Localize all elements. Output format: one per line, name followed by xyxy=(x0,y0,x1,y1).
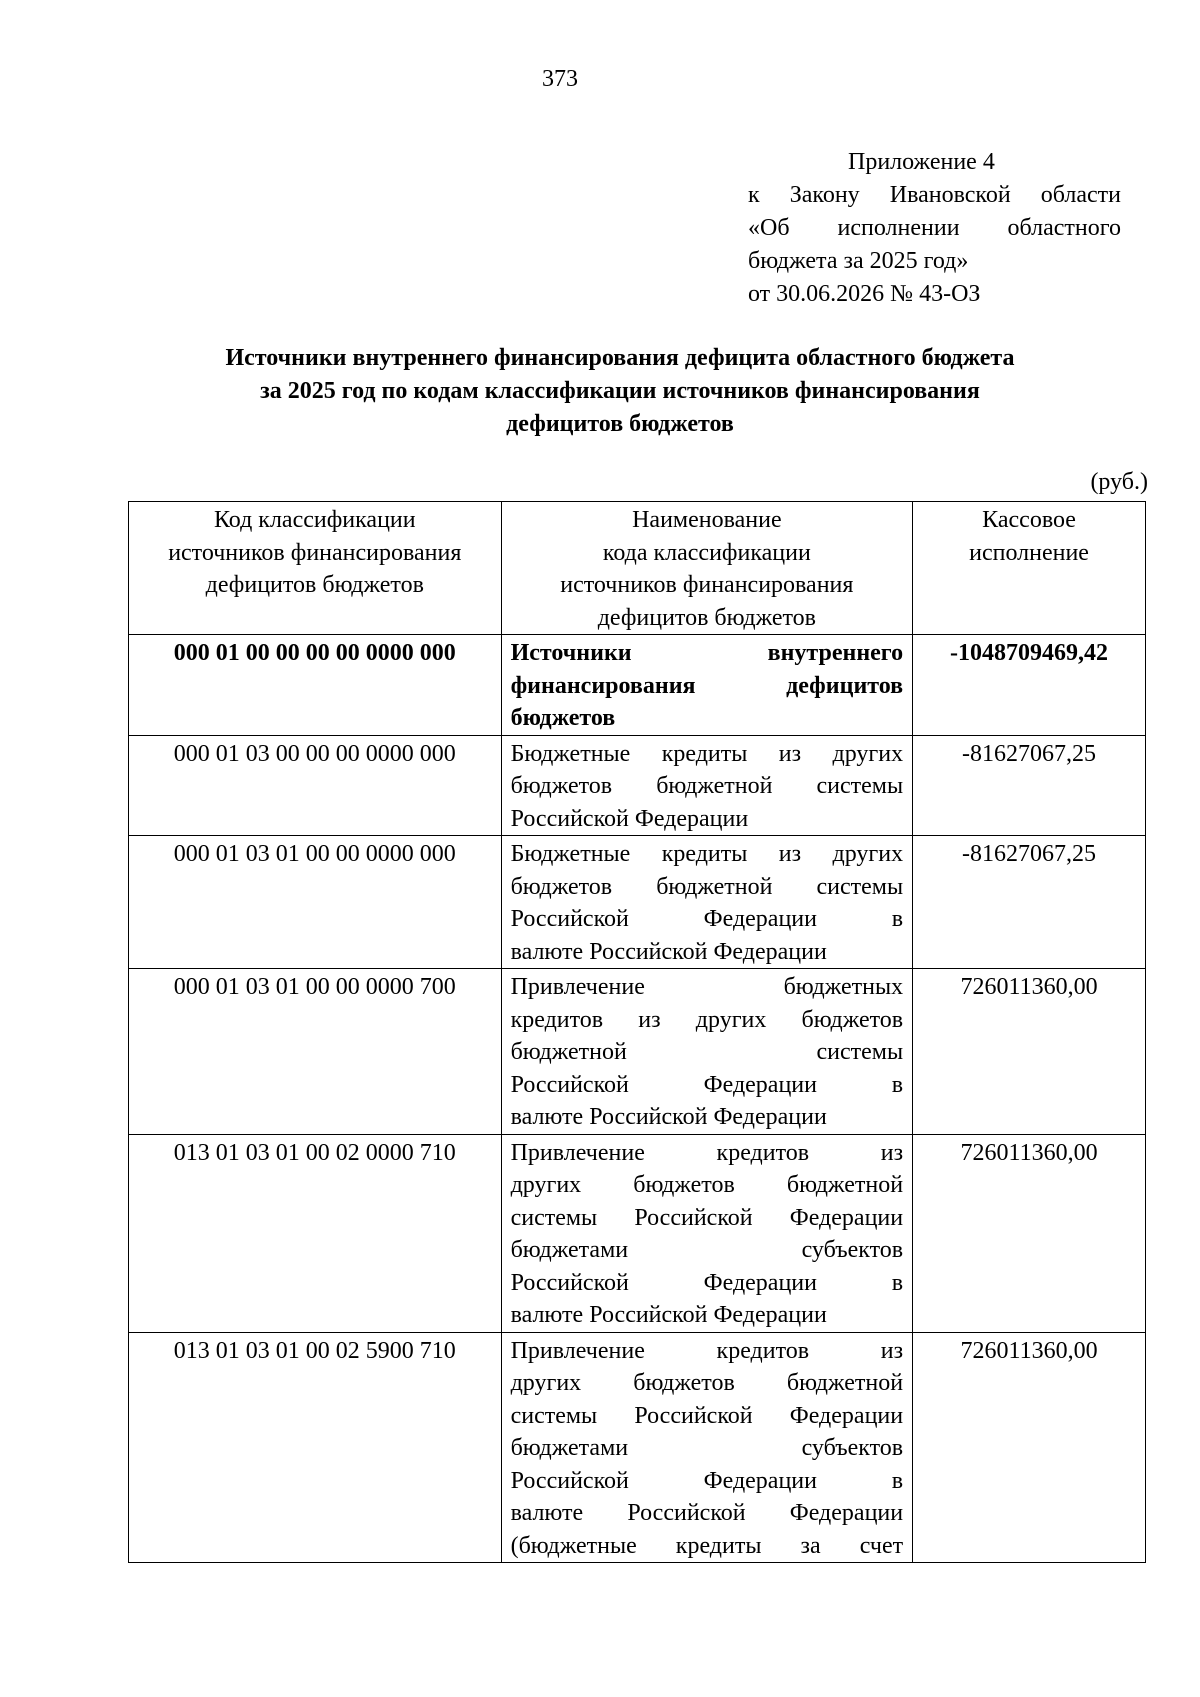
title-line: Источники внутреннего финансирования дефицита областного бюджета xyxy=(225,345,1015,371)
name-line: (бюджетные кредиты за счет xyxy=(510,1532,904,1559)
classification-code: 000 01 03 01 00 00 0000 000 xyxy=(129,836,502,969)
name-line: бюджетами субъектов xyxy=(510,1435,904,1461)
classification-name xyxy=(501,836,913,969)
classification-name xyxy=(501,635,913,736)
cash-execution-amount: 726011360,00 xyxy=(913,1134,1146,1332)
table-row xyxy=(129,969,1146,1135)
table-row xyxy=(129,1134,1146,1332)
table-header-row xyxy=(129,502,1146,635)
name-line: валюте Российской Федерации xyxy=(510,1104,827,1130)
name-line: Привлечение кредитов из xyxy=(510,1139,904,1166)
header-text: кода классификации xyxy=(602,539,811,566)
name-line: Российской Федерации в xyxy=(510,1071,904,1098)
name-line: Российской Федерации в xyxy=(510,1269,904,1296)
table-row xyxy=(129,635,1146,736)
appendix-header xyxy=(748,146,1121,311)
name-line: Привлечение кредитов из xyxy=(510,1337,904,1364)
classification-code: 000 01 00 00 00 00 0000 000 xyxy=(129,635,502,736)
appendix-line: бюджета за 2025 год» xyxy=(748,248,969,274)
classification-code: 000 01 03 00 00 00 0000 000 xyxy=(129,735,502,836)
name-line: валюте Российской Федерации xyxy=(510,938,827,965)
header-text: источников финансирования xyxy=(168,539,462,566)
name-line: валюте Российской Федерации xyxy=(510,1500,904,1526)
appendix-line: к Закону Ивановской области xyxy=(748,182,1121,208)
units-label: (руб.) xyxy=(1090,469,1148,495)
classification-code: 000 01 03 01 00 00 0000 700 xyxy=(129,969,502,1135)
name-line: Бюджетные кредиты из других xyxy=(510,841,904,867)
name-line: Источники внутреннего xyxy=(510,640,904,666)
classification-code: 013 01 03 01 00 02 5900 710 xyxy=(129,1332,502,1563)
name-line: Российской Федерации xyxy=(510,805,749,832)
name-line: системы Российской Федерации xyxy=(510,1204,904,1231)
cash-execution-amount: -81627067,25 xyxy=(913,735,1146,836)
name-line: других бюджетов бюджетной xyxy=(510,1370,904,1396)
table-row xyxy=(129,836,1146,969)
page-number: 373 xyxy=(542,66,578,92)
classification-name xyxy=(501,1332,913,1563)
name-line: системы Российской Федерации xyxy=(510,1402,904,1429)
name-line: бюджетов xyxy=(510,705,616,731)
name-line: бюджетной системы xyxy=(510,1039,904,1065)
classification-name xyxy=(501,969,913,1135)
cash-execution-amount: 726011360,00 xyxy=(913,1332,1146,1563)
header-code xyxy=(129,502,502,635)
header-text: источников финансирования xyxy=(560,572,854,598)
document-title xyxy=(100,342,1140,441)
name-line: Российской Федерации в xyxy=(510,1467,904,1494)
classification-name xyxy=(501,1134,913,1332)
header-text: Наименование xyxy=(632,507,782,533)
table-row xyxy=(129,1332,1146,1563)
cash-execution-amount: -1048709469,42 xyxy=(913,635,1146,736)
header-text: исполнение xyxy=(969,539,1089,566)
header-text: Кассовое xyxy=(982,507,1076,533)
header-text: Код классификации xyxy=(213,507,416,533)
classification-code: 013 01 03 01 00 02 0000 710 xyxy=(129,1134,502,1332)
appendix-line: Приложение 4 xyxy=(848,149,995,175)
table-body xyxy=(129,635,1146,1563)
name-line: валюте Российской Федерации xyxy=(510,1302,827,1328)
name-line: бюджетов бюджетной системы xyxy=(510,773,904,799)
cash-execution-amount: 726011360,00 xyxy=(913,969,1146,1135)
name-line: Привлечение бюджетных xyxy=(510,974,904,1000)
name-line: других бюджетов бюджетной xyxy=(510,1172,904,1198)
header-amount xyxy=(913,502,1146,635)
sources-table xyxy=(128,501,1146,1563)
header-text: дефицитов бюджетов xyxy=(205,572,424,598)
name-line: Российской Федерации в xyxy=(510,906,904,932)
name-line: кредитов из других бюджетов xyxy=(510,1006,904,1033)
name-line: Бюджетные кредиты из других xyxy=(510,740,904,767)
name-line: финансирования дефицитов xyxy=(510,672,904,699)
name-line: бюджетами субъектов xyxy=(510,1237,904,1263)
classification-name xyxy=(501,735,913,836)
table-row xyxy=(129,735,1146,836)
header-name xyxy=(501,502,913,635)
header-text: дефицитов бюджетов xyxy=(597,604,816,631)
title-line: дефицитов бюджетов xyxy=(506,411,734,437)
appendix-line: от 30.06.2026 № 43-ОЗ xyxy=(748,281,981,307)
name-line: бюджетов бюджетной системы xyxy=(510,873,904,900)
title-line: за 2025 год по кодам классификации источников финансирования xyxy=(260,378,980,404)
appendix-line: «Об исполнении областного xyxy=(748,215,1121,241)
cash-execution-amount: -81627067,25 xyxy=(913,836,1146,969)
